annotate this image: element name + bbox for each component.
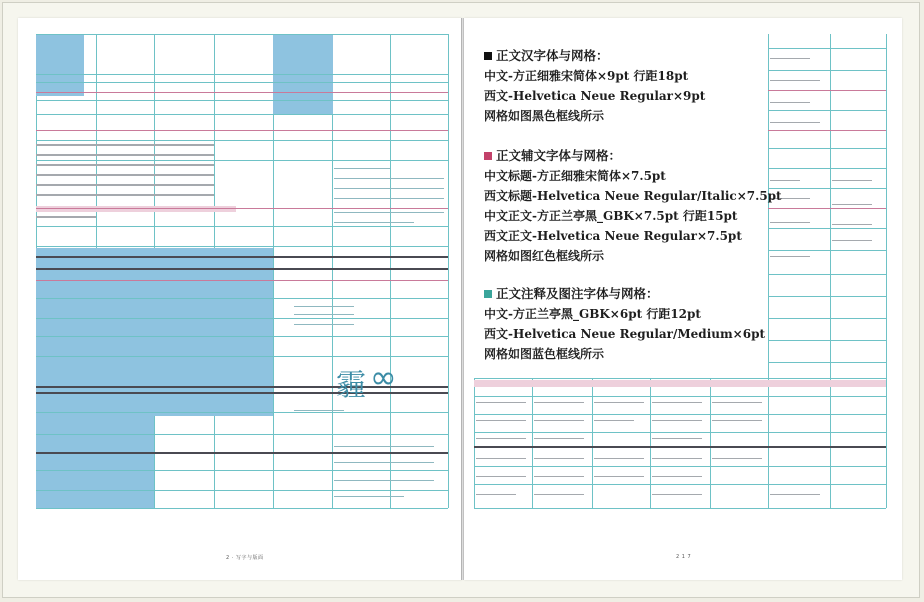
- spec-line: 中文标题-方正细雅宋简体×7.5pt: [484, 169, 666, 183]
- table-cell-text: [534, 494, 584, 495]
- spec-heading: 正文注释及图注字体与网格：: [484, 284, 784, 304]
- grid-row-line: [36, 318, 448, 319]
- grid-row-line: [768, 188, 886, 189]
- spec-heading: 正文辅文字体与网格：: [484, 146, 784, 166]
- grid-row-line: [36, 434, 448, 435]
- grid-row-line: [36, 100, 448, 101]
- table-cell-text: [770, 494, 820, 495]
- spec-line: 网格如图红色框线所示: [484, 249, 605, 263]
- body-text-line: [36, 144, 214, 146]
- body-text-line: [36, 164, 214, 166]
- grid-row-line-pink: [36, 92, 448, 93]
- grid-row-line: [768, 274, 886, 275]
- grid-row-line: [36, 298, 448, 299]
- grid-row-line-pink: [768, 208, 886, 209]
- grid-row-line-dark: [36, 268, 448, 270]
- caption-line: [294, 314, 354, 315]
- table-cell-text: [594, 476, 644, 477]
- spec-line: 中文正文-方正兰亭黑_GBK×7.5pt 行距15pt: [484, 209, 738, 223]
- grid-column-line: [886, 34, 887, 508]
- grid-row-line-pink: [36, 280, 448, 281]
- spec-line: 西文正文-Helvetica Neue Regular×7.5pt: [484, 229, 742, 243]
- grid-row-line: [36, 160, 448, 161]
- spec-line: 西文标题-Helvetica Neue Regular/Italic×7.5pt: [484, 189, 782, 203]
- grid-row-line: [768, 168, 886, 169]
- left-page: [18, 18, 462, 580]
- grid-row-line: [768, 148, 886, 149]
- grid-row-line: [768, 70, 886, 71]
- image-placeholder: [36, 34, 84, 96]
- grid-row-line-dark: [36, 452, 448, 454]
- caption-line: [294, 410, 344, 411]
- grid-row-line: [36, 226, 448, 227]
- grid-row-line: [474, 484, 886, 485]
- table-cell-text: [712, 402, 762, 403]
- caption-line: [334, 222, 414, 223]
- caption-line: [832, 224, 872, 225]
- grid-row-line: [36, 74, 448, 75]
- grid-row-line: [768, 228, 886, 229]
- figure-glyph: 霾: [336, 368, 366, 403]
- grid-row-line-pink: [36, 208, 448, 209]
- grid-row-line: [768, 318, 886, 319]
- caption-line: [334, 188, 444, 189]
- grid-row-line: [474, 414, 886, 415]
- grid-row-line: [474, 466, 886, 467]
- table-cell-text: [476, 494, 516, 495]
- grid-row-line: [36, 34, 448, 35]
- caption-line: [334, 168, 390, 169]
- grid-row-line: [768, 110, 886, 111]
- grid-row-line: [36, 246, 448, 247]
- grid-row-line-pink: [36, 130, 448, 131]
- body-text-line: [36, 154, 214, 156]
- body-text-line: [36, 184, 214, 186]
- table-cell-text: [476, 458, 526, 459]
- spec-line: 西文-Helvetica Neue Regular/Medium×6pt: [484, 327, 766, 341]
- body-text-line: [36, 194, 214, 196]
- grid-row-line: [768, 340, 886, 341]
- grid-row-line: [36, 412, 448, 413]
- table-cell-text: [652, 420, 702, 421]
- caption-line: [294, 306, 354, 307]
- spec-line: 西文-Helvetica Neue Regular×9pt: [484, 89, 706, 103]
- grid-row-line: [474, 378, 886, 379]
- table-cell-text: [476, 438, 526, 439]
- spec-line: 中文-方正兰亭黑_GBK×6pt 行距12pt: [484, 307, 701, 321]
- spec-line: 网格如图黑色框线所示: [484, 109, 605, 123]
- grid-row-line: [36, 336, 448, 337]
- caption-line: [334, 198, 444, 199]
- grid-row-line-dark: [36, 256, 448, 258]
- grid-row-line: [474, 508, 886, 509]
- caption-line: [334, 462, 434, 463]
- grid-row-line: [768, 250, 886, 251]
- caption-line: [334, 178, 444, 179]
- right-page: [464, 18, 902, 580]
- grid-column-line: [710, 378, 711, 508]
- table-cell-text: [534, 476, 584, 477]
- grid-row-line: [474, 432, 886, 433]
- caption-line: [832, 180, 872, 181]
- grid-row-line: [36, 82, 448, 83]
- table-cell-text: [476, 402, 526, 403]
- grid-row-line: [36, 508, 448, 509]
- table-cell-text: [534, 420, 584, 421]
- grid-row-line: [36, 356, 448, 357]
- table-cell-text: [534, 458, 584, 459]
- grid-row-line: [36, 470, 448, 471]
- table-cell-text: [712, 458, 762, 459]
- figure-symbol: ∞: [370, 358, 397, 396]
- grid-column-line: [592, 378, 593, 508]
- grid-row-line-dark: [474, 446, 886, 448]
- grid-column-line: [390, 34, 391, 508]
- grid-column-line: [448, 34, 449, 508]
- caption-line: [832, 204, 872, 205]
- spec-group-auxiliary: [484, 146, 784, 266]
- spec-heading: 正文汉字体与网格：: [484, 46, 784, 66]
- table-cell-text: [476, 476, 526, 477]
- caption-line: [294, 324, 354, 325]
- caption-line: [334, 480, 434, 481]
- table-cell-text: [594, 458, 644, 459]
- grid-row-line: [36, 490, 448, 491]
- grid-column-line: [474, 378, 475, 508]
- grid-row-line-pink: [768, 90, 886, 91]
- grid-row-line: [474, 396, 886, 397]
- spec-group-notes: [484, 284, 784, 364]
- image-placeholder: [36, 248, 273, 416]
- grid-row-line-pink: [768, 130, 886, 131]
- grid-row-line: [768, 296, 886, 297]
- table-cell-text: [534, 438, 584, 439]
- table-cell-text: [476, 420, 526, 421]
- caption-line: [334, 212, 444, 213]
- spec-line: 网格如图蓝色框线所示: [484, 347, 605, 361]
- table-cell-text: [594, 402, 644, 403]
- page-folio-left: 2 · 写字与版面: [226, 555, 264, 561]
- table-cell-text: [534, 402, 584, 403]
- table-cell-text: [652, 458, 702, 459]
- body-text-highlight: [36, 206, 236, 212]
- grid-column-line: [650, 378, 651, 508]
- table-cell-text: [652, 402, 702, 403]
- table-cell-text: [652, 438, 702, 439]
- grid-column-line: [830, 34, 831, 508]
- table-cell-text: [652, 494, 702, 495]
- teal-square-icon: [484, 290, 492, 298]
- table-cell-text: [712, 420, 762, 421]
- body-text-line: [36, 216, 96, 218]
- caption-line: [334, 496, 404, 497]
- black-square-icon: [484, 52, 492, 60]
- grid-row-line: [768, 48, 886, 49]
- grid-row-line: [36, 114, 448, 115]
- spec-line: 中文-方正细雅宋简体×9pt 行距18pt: [484, 69, 689, 83]
- grid-row-line: [36, 140, 448, 141]
- grid-column-line: [532, 378, 533, 508]
- table-cell-text: [594, 420, 634, 421]
- image-placeholder: [36, 416, 154, 508]
- red-square-icon: [484, 152, 492, 160]
- table-header-band: [474, 380, 886, 387]
- grid-row-line: [768, 362, 886, 363]
- body-text-line: [36, 174, 214, 176]
- page-folio-right: 2 1 7: [676, 554, 692, 560]
- spec-group-body: [484, 46, 784, 126]
- caption-line: [334, 446, 434, 447]
- caption-line: [832, 240, 872, 241]
- table-cell-text: [652, 476, 702, 477]
